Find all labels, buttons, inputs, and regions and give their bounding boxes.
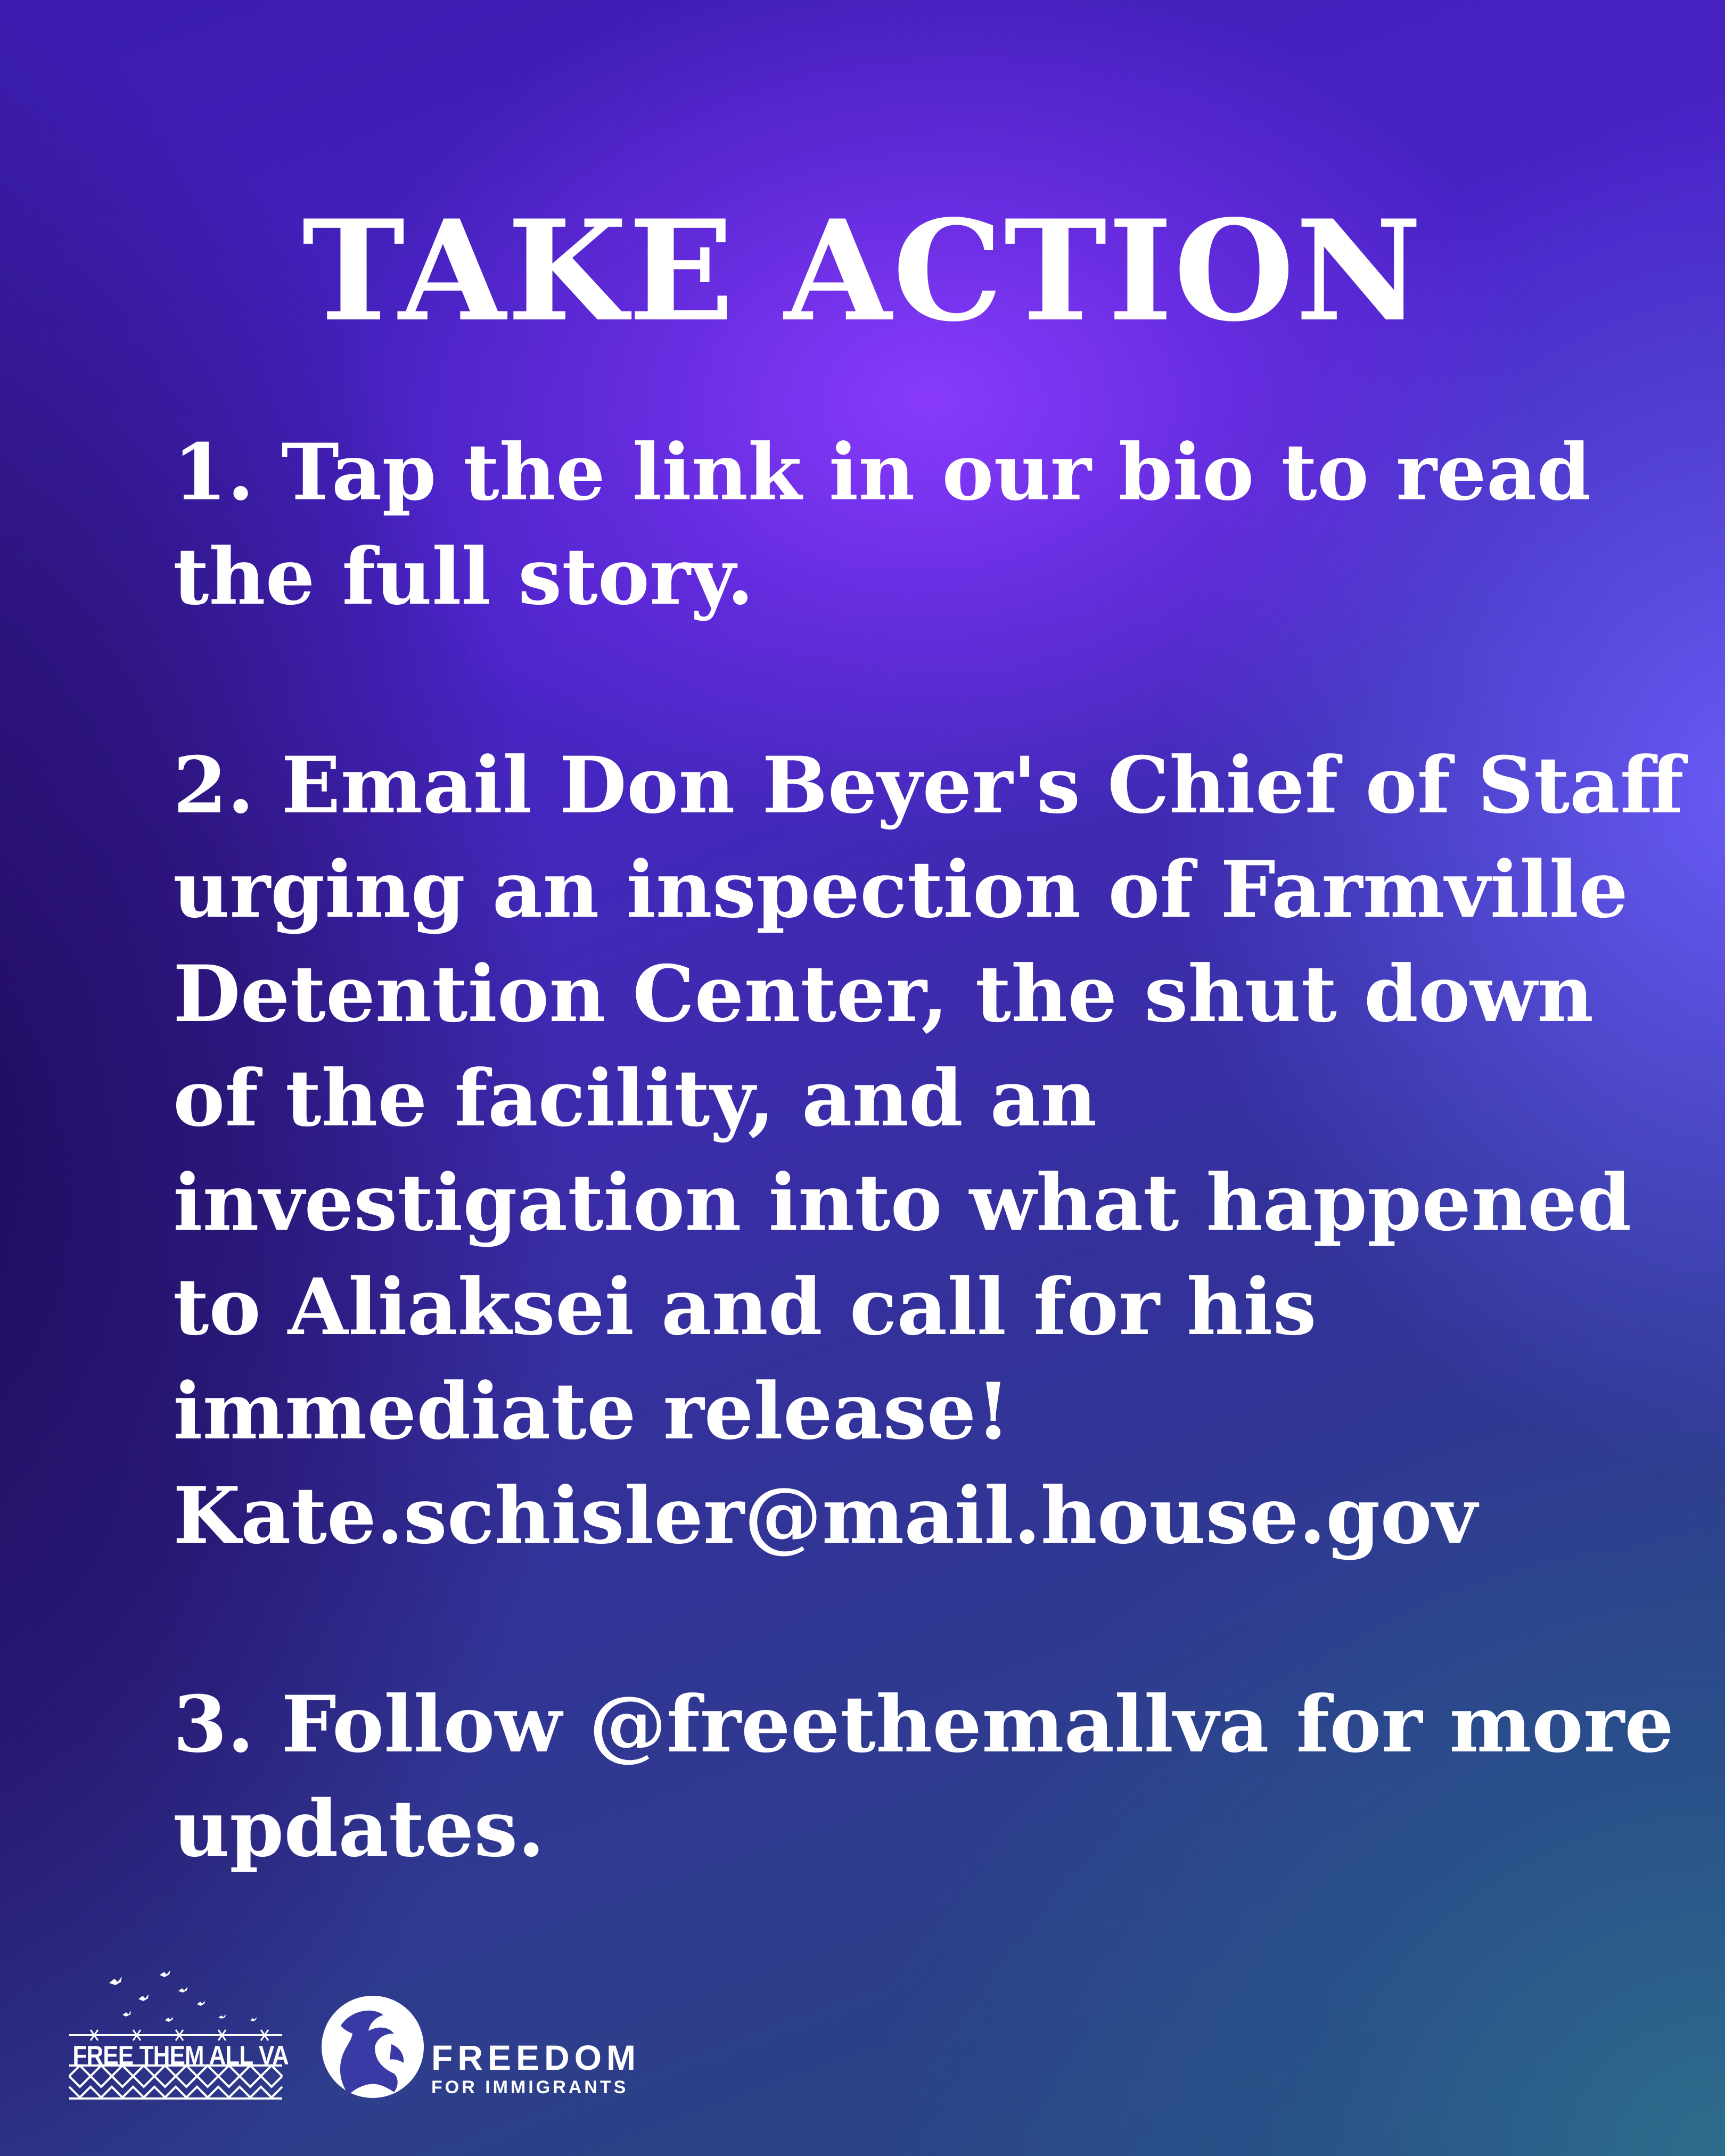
freedom-for-immigrants-logo <box>431 2039 640 2099</box>
birds-fence-icon <box>59 1962 293 2100</box>
step-2-line: of the facility, and an <box>173 1053 1097 1144</box>
step-3-line: 3. Follow @freethemallva for more <box>173 1679 1674 1770</box>
free-them-all-va-logo <box>59 1962 293 2100</box>
action-steps-list <box>173 421 1684 1986</box>
bird-head-profile-icon <box>319 1994 426 2100</box>
step-2-line: investigation into what happened <box>173 1157 1632 1248</box>
free-them-all-va-logo-text: FREE THEM ALL VA <box>72 2040 289 2070</box>
action-step-3 <box>173 1673 1674 1881</box>
freedom-for-immigrants-logo-word: FREEDOM <box>431 2038 640 2077</box>
email-address: Kate.schisler@mail.house.gov <box>173 1470 1477 1561</box>
step-2-line: 2. Email Don Beyer's Chief of Staff <box>173 740 1684 831</box>
step-3-line: updates. <box>173 1783 545 1874</box>
step-2-line: urging an inspection of Farmville <box>173 844 1629 935</box>
step-2-line: Detention Center, the shut down <box>173 949 1594 1040</box>
step-1-line: the full story. <box>173 531 754 622</box>
action-step-2 <box>173 734 1684 1568</box>
page-title: TAKE ACTION <box>302 190 1423 352</box>
freedom-for-immigrants-logo-tagline: FOR IMMIGRANTS <box>431 2077 629 2097</box>
step-2-line: to Aliaksei and call for his <box>173 1262 1317 1353</box>
step-2-line: immediate release! <box>173 1366 1011 1457</box>
action-step-1 <box>173 421 1611 629</box>
partner-logos <box>59 1962 697 2100</box>
step-1-line: 1. Tap the link in our bio to read <box>173 427 1591 518</box>
